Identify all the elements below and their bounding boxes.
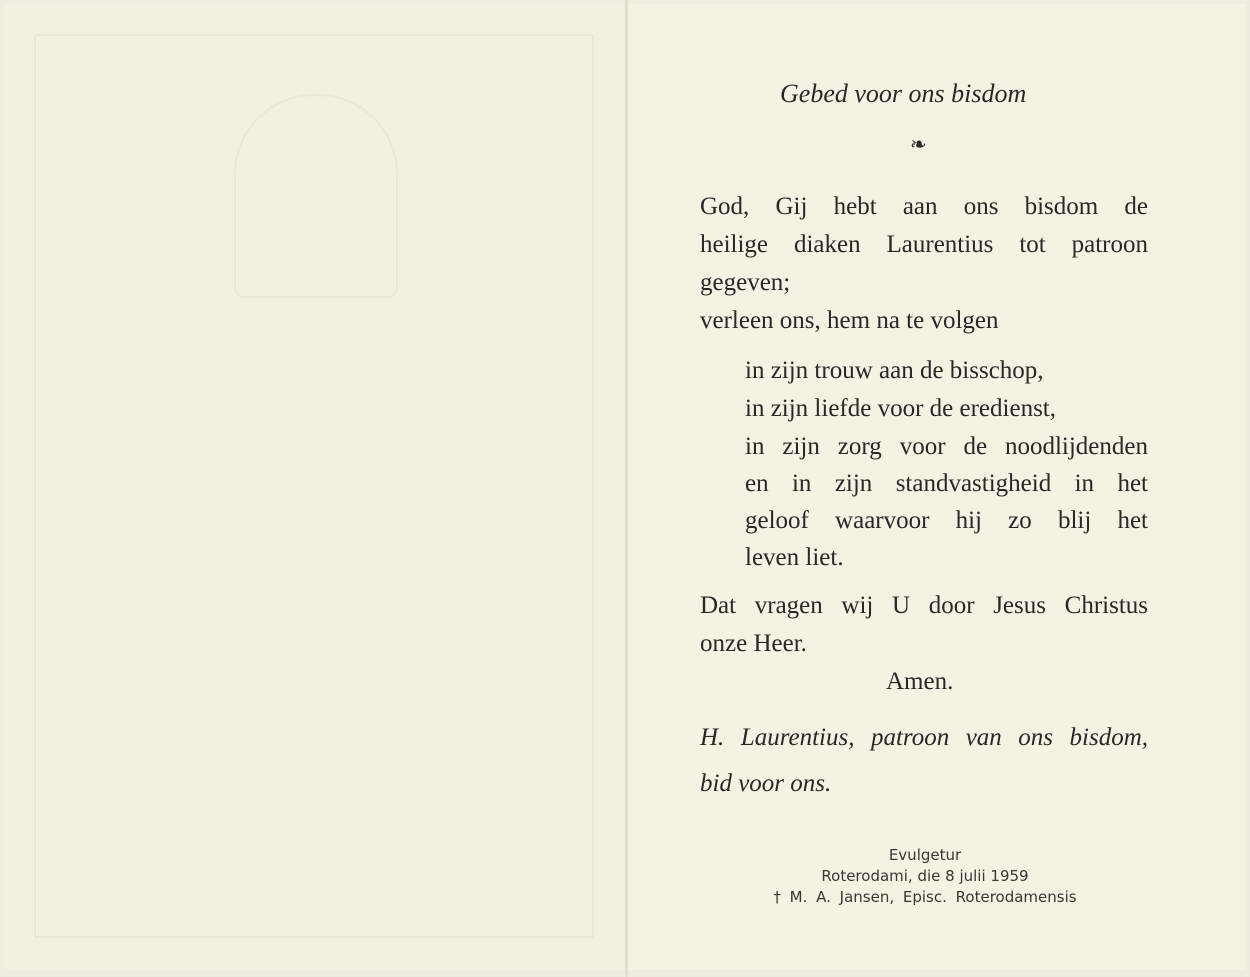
prayer-indented-line: en in zijn standvastigheid in het <box>745 470 1148 497</box>
imprimatur-bishop: † M. A. Jansen, Episc. Roterodamensis <box>773 888 1077 906</box>
amen: Amen. <box>886 668 954 695</box>
prayer-indented-line: in zijn liefde voor de eredienst, <box>745 395 1056 422</box>
imprimatur-place-date: Roterodami, die 8 julii 1959 <box>821 867 1029 885</box>
embossed-figure <box>234 94 398 298</box>
left-panel-embossed-cover <box>4 4 624 970</box>
ornament-icon: ❧ <box>910 134 927 156</box>
prayer-closing-line: Dat vragen wij U door Jesus Christus <box>700 592 1148 619</box>
prayer-indented-line: in zijn zorg voor de noodlijdenden <box>745 433 1148 460</box>
invocation-line: H. Laurentius, patroon van ons bisdom, <box>700 724 1148 751</box>
prayer-line: heilige diaken Laurentius tot patroon <box>700 231 1148 258</box>
prayer-indented-line: in zijn trouw aan de bisschop, <box>745 357 1044 384</box>
invocation-line: bid voor ons. <box>700 770 832 797</box>
prayer-line: verleen ons, hem na te volgen <box>700 307 999 334</box>
prayer-closing-line: onze Heer. <box>700 630 807 657</box>
prayer-title: Gebed voor ons bisdom <box>780 79 1027 108</box>
imprimatur-heading: Evulgetur <box>888 846 962 864</box>
prayer-line: God, Gij hebt aan ons bisdom de <box>700 193 1148 220</box>
prayer-indented-line: leven liet. <box>745 544 844 571</box>
prayer-indented-line: geloof waarvoor hij zo blij het <box>745 507 1148 534</box>
prayer-line: gegeven; <box>700 269 791 296</box>
